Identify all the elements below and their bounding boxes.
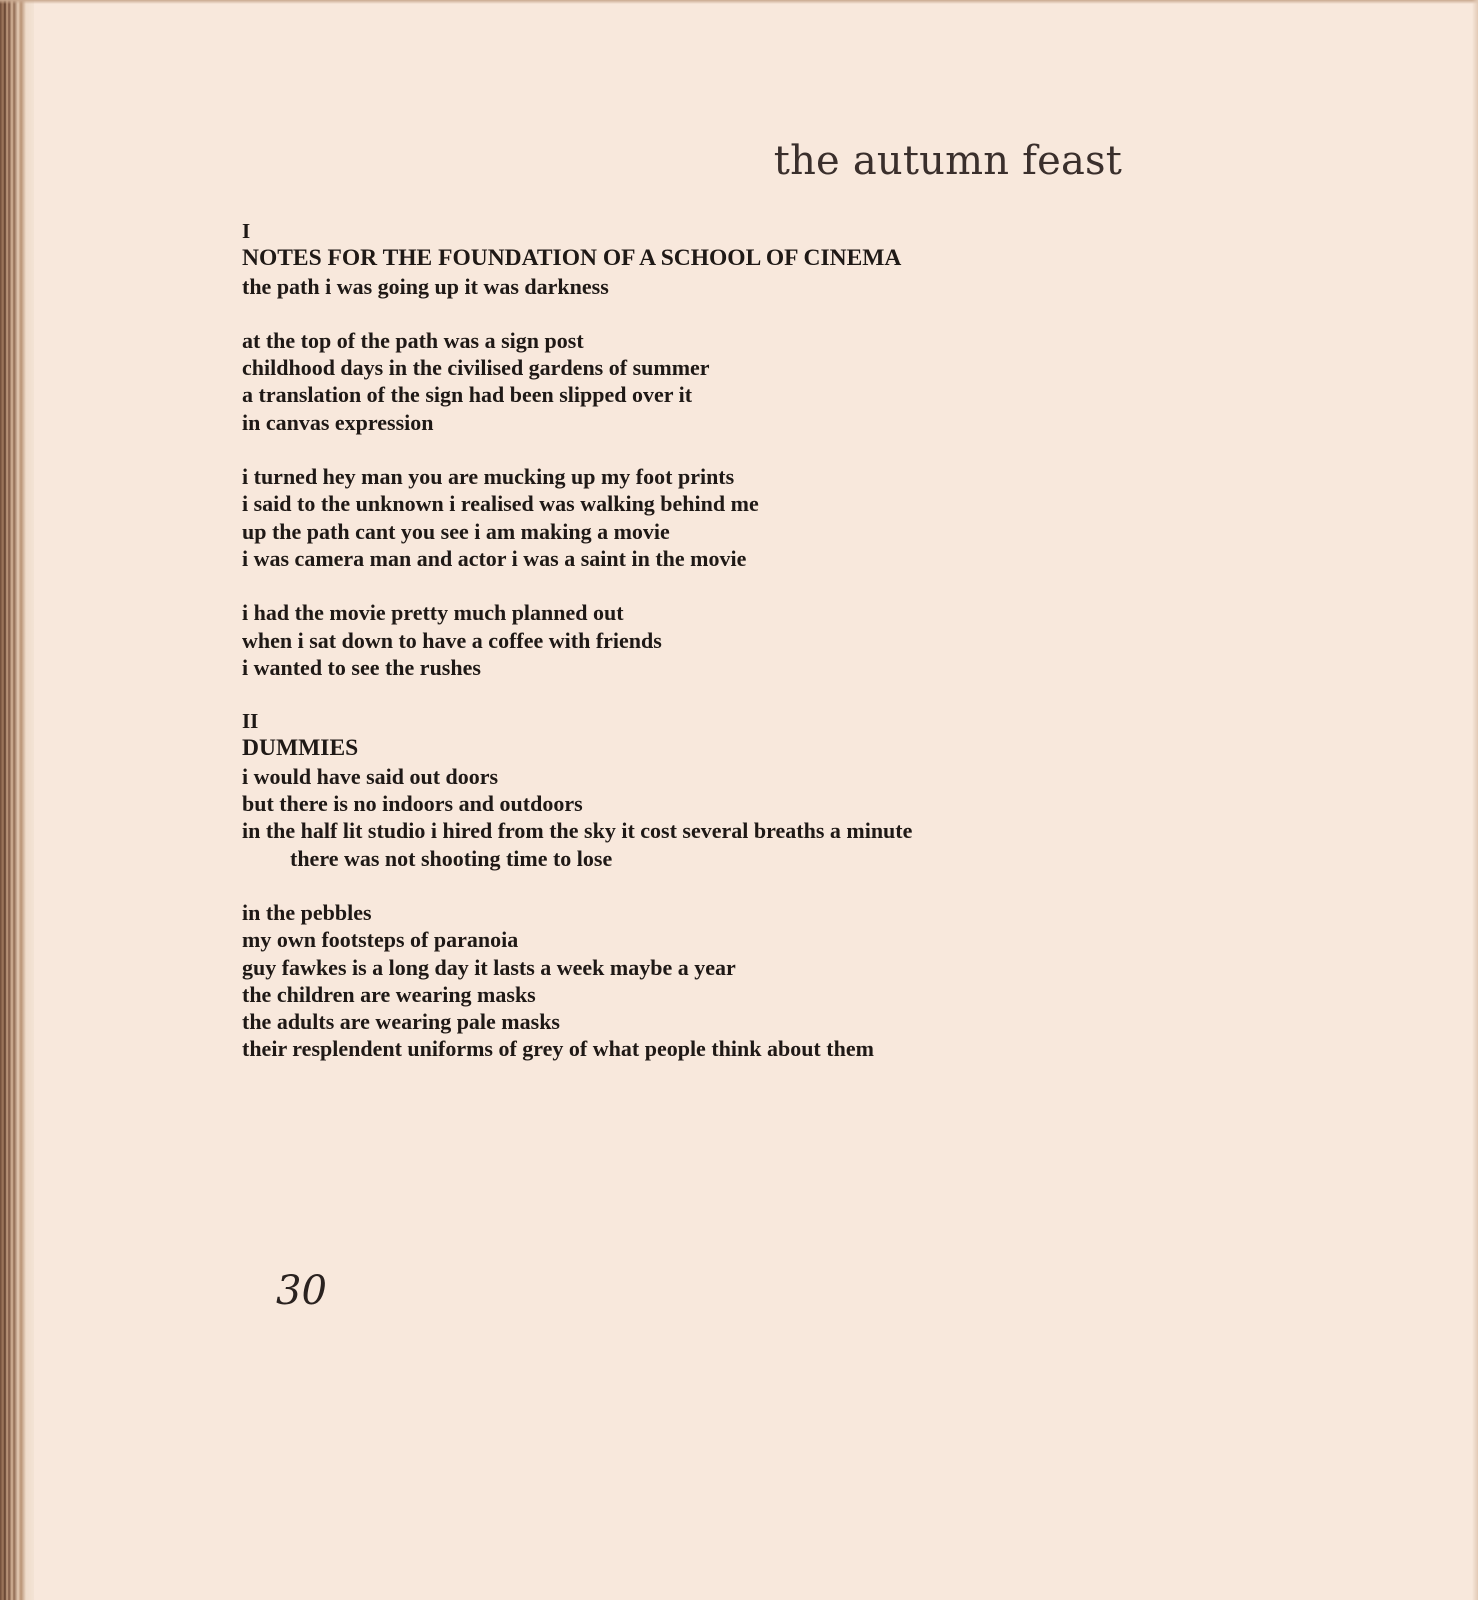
poem-line: i would have said out doors <box>242 763 499 789</box>
section-title: NOTES FOR THE FOUNDATION OF A SCHOOL OF CINEMA <box>242 245 902 272</box>
poem-line: i was camera man and actor i was a saint in the movie <box>242 545 747 571</box>
poem-line: i said to the unknown i realised was walking behind me <box>242 491 759 517</box>
poem-line: i had the movie pretty much planned out <box>242 600 624 626</box>
poem-line: the adults are wearing pale masks <box>242 1009 560 1035</box>
stanza-break <box>242 436 1202 463</box>
stanza-break <box>242 572 1202 599</box>
poem-line: in canvas expression <box>242 409 434 435</box>
poem-line: a translation of the sign had been slipped over it <box>242 382 693 408</box>
poem-line: when i sat down to have a coffee with friends <box>242 627 662 653</box>
poem-line: but there is no indoors and outdoors <box>242 791 583 817</box>
poem-line: in the pebbles <box>242 899 372 925</box>
poem-line: in the half lit studio i hired from the sky it cost several breaths a minute <box>242 818 913 844</box>
page-right-edge <box>1472 0 1478 1600</box>
poem-line-indented: there was not shooting time to lose <box>290 845 613 871</box>
poem-line: the path i was going up it was darkness <box>242 273 609 299</box>
poem-line: i wanted to see the rushes <box>242 654 481 680</box>
poem-line: at the top of the path was a sign post <box>242 327 584 353</box>
section-title: DUMMIES <box>242 735 359 762</box>
poem-line: i turned hey man you are mucking up my foot prints <box>242 464 735 490</box>
poem-line: the children are wearing masks <box>242 981 536 1007</box>
poem-line: my own footsteps of paranoia <box>242 927 519 953</box>
page-top-edge <box>0 0 1478 4</box>
poem-line: guy fawkes is a long day it lasts a week maybe a year <box>242 954 736 980</box>
poem-line: their resplendent uniforms of grey of what people think about them <box>242 1036 874 1062</box>
section-number: II <box>242 709 259 734</box>
running-title: the autumn feast <box>773 138 1122 184</box>
stanza-break <box>242 872 1202 899</box>
page-number: 30 <box>276 1268 327 1314</box>
poem-line: up the path cant you see i am making a movie <box>242 518 670 544</box>
poem-line: childhood days in the civilised gardens of summer <box>242 355 710 381</box>
section-number: I <box>242 219 251 243</box>
section-break <box>242 681 1202 708</box>
book-binding-edge <box>0 0 34 1600</box>
stanza-break <box>242 300 1202 327</box>
poem-body <box>242 218 1202 1063</box>
